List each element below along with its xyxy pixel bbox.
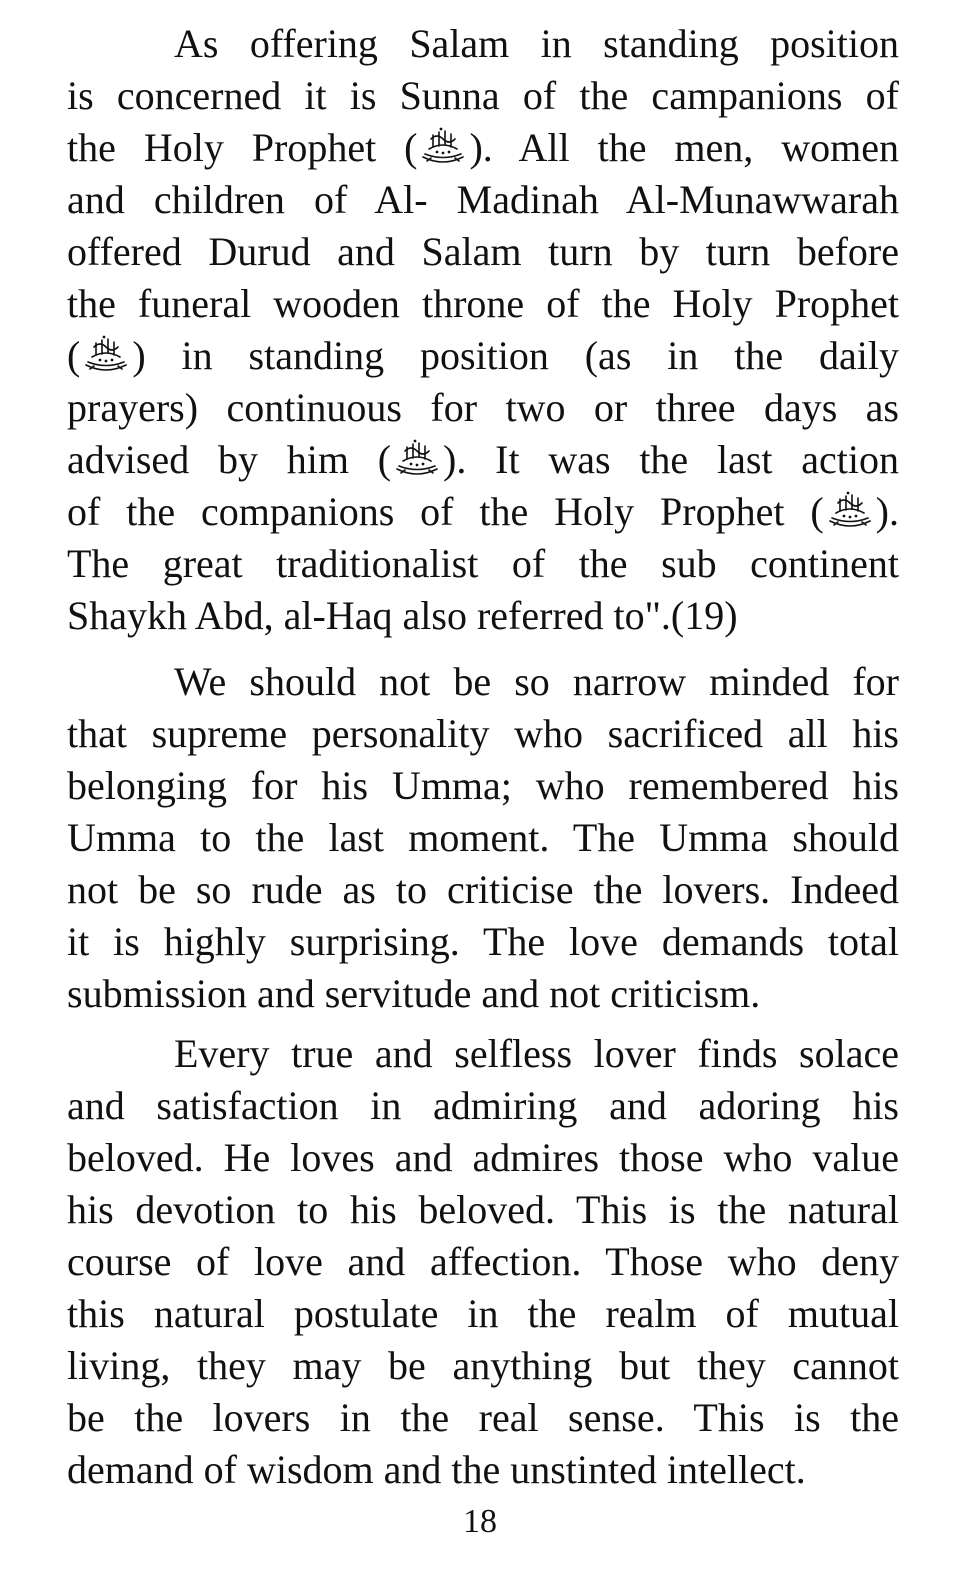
text-segment: the Holy Prophet ( <box>67 125 418 170</box>
text-line <box>67 590 899 642</box>
text-line <box>67 968 899 1020</box>
text-segment: Every true and selfless lover finds solace <box>174 1031 899 1076</box>
text-segment: beloved. He loves and admires those who value <box>67 1135 899 1180</box>
salawat-calligraphy-icon <box>417 127 469 167</box>
text-segment: ). <box>875 489 899 534</box>
text-segment: Shaykh Abd, al-Haq also referred to".(19) <box>67 593 738 638</box>
text-line <box>67 1444 899 1496</box>
text-line <box>67 122 899 174</box>
text-segment: and satisfaction in admiring and adoring his <box>67 1083 899 1128</box>
text-segment: course of love and affection. Those who deny <box>67 1239 899 1284</box>
salawat-calligraphy-icon <box>80 335 132 375</box>
text-line <box>67 812 899 864</box>
text-line <box>67 656 899 708</box>
text-segment: be the lovers in the real sense. This is the <box>67 1395 899 1440</box>
paragraph-2 <box>67 656 899 1020</box>
text-line <box>67 1288 899 1340</box>
text-line <box>67 1132 899 1184</box>
text-line <box>67 760 899 812</box>
text-line <box>67 70 899 122</box>
page-number: 18 <box>463 1503 497 1540</box>
text-segment: it is highly surprising. The love demands total <box>67 919 899 964</box>
text-line <box>67 434 899 486</box>
text-segment: the funeral wooden throne of the Holy Prophet <box>67 281 899 326</box>
text-segment: Umma to the last moment. The Umma should <box>67 815 899 860</box>
text-segment: submission and servitude and not criticism. <box>67 971 761 1016</box>
text-segment: and children of Al- Madinah Al-Munawwarah <box>67 177 899 222</box>
text-line <box>67 1236 899 1288</box>
text-segment: ). It was the last action <box>443 437 900 482</box>
text-line <box>67 1184 899 1236</box>
text-segment: not be so rude as to criticise the lovers. Indeed <box>67 867 899 912</box>
text-line <box>67 18 899 70</box>
text-segment: offered Durud and Salam turn by turn before <box>67 229 899 274</box>
text-line <box>67 1392 899 1444</box>
text-segment: demand of wisdom and the unstinted intellect. <box>67 1447 806 1492</box>
text-line <box>67 174 899 226</box>
text-line <box>67 226 899 278</box>
salawat-calligraphy-icon <box>391 439 443 479</box>
text-segment: this natural postulate in the realm of mutual <box>67 1291 899 1336</box>
text-segment: The great traditionalist of the sub continent <box>67 541 899 586</box>
text-segment: We should not be so narrow minded for <box>174 659 899 704</box>
text-segment: that supreme personality who sacrificed all his <box>67 711 899 756</box>
text-segment: prayers) continuous for two or three days as <box>67 385 899 430</box>
text-segment: of the companions of the Holy Prophet ( <box>67 489 824 534</box>
text-line <box>67 486 899 538</box>
text-line <box>67 708 899 760</box>
text-line <box>67 382 899 434</box>
text-line <box>67 864 899 916</box>
text-line <box>67 538 899 590</box>
text-segment: living, they may be anything but they cannot <box>67 1343 899 1388</box>
paragraph-3 <box>67 1028 899 1496</box>
text-segment: ). All the men, women <box>469 125 900 170</box>
text-segment: advised by him ( <box>67 437 392 482</box>
text-line <box>67 1080 899 1132</box>
text-segment: his devotion to his beloved. This is the natural <box>67 1187 899 1232</box>
text-line <box>67 278 899 330</box>
text-segment: ) in standing position (as in the daily <box>132 333 899 378</box>
text-segment: As offering Salam in standing position <box>174 21 899 66</box>
text-line <box>67 916 899 968</box>
text-line <box>67 330 899 382</box>
text-segment: is concerned it is Sunna of the campanions of <box>67 73 899 118</box>
paragraph-1 <box>67 18 899 642</box>
text-segment: ( <box>67 333 81 378</box>
salawat-calligraphy-icon <box>824 491 876 531</box>
text-line <box>67 1028 899 1080</box>
text-segment: belonging for his Umma; who remembered his <box>67 763 899 808</box>
text-line <box>67 1340 899 1392</box>
